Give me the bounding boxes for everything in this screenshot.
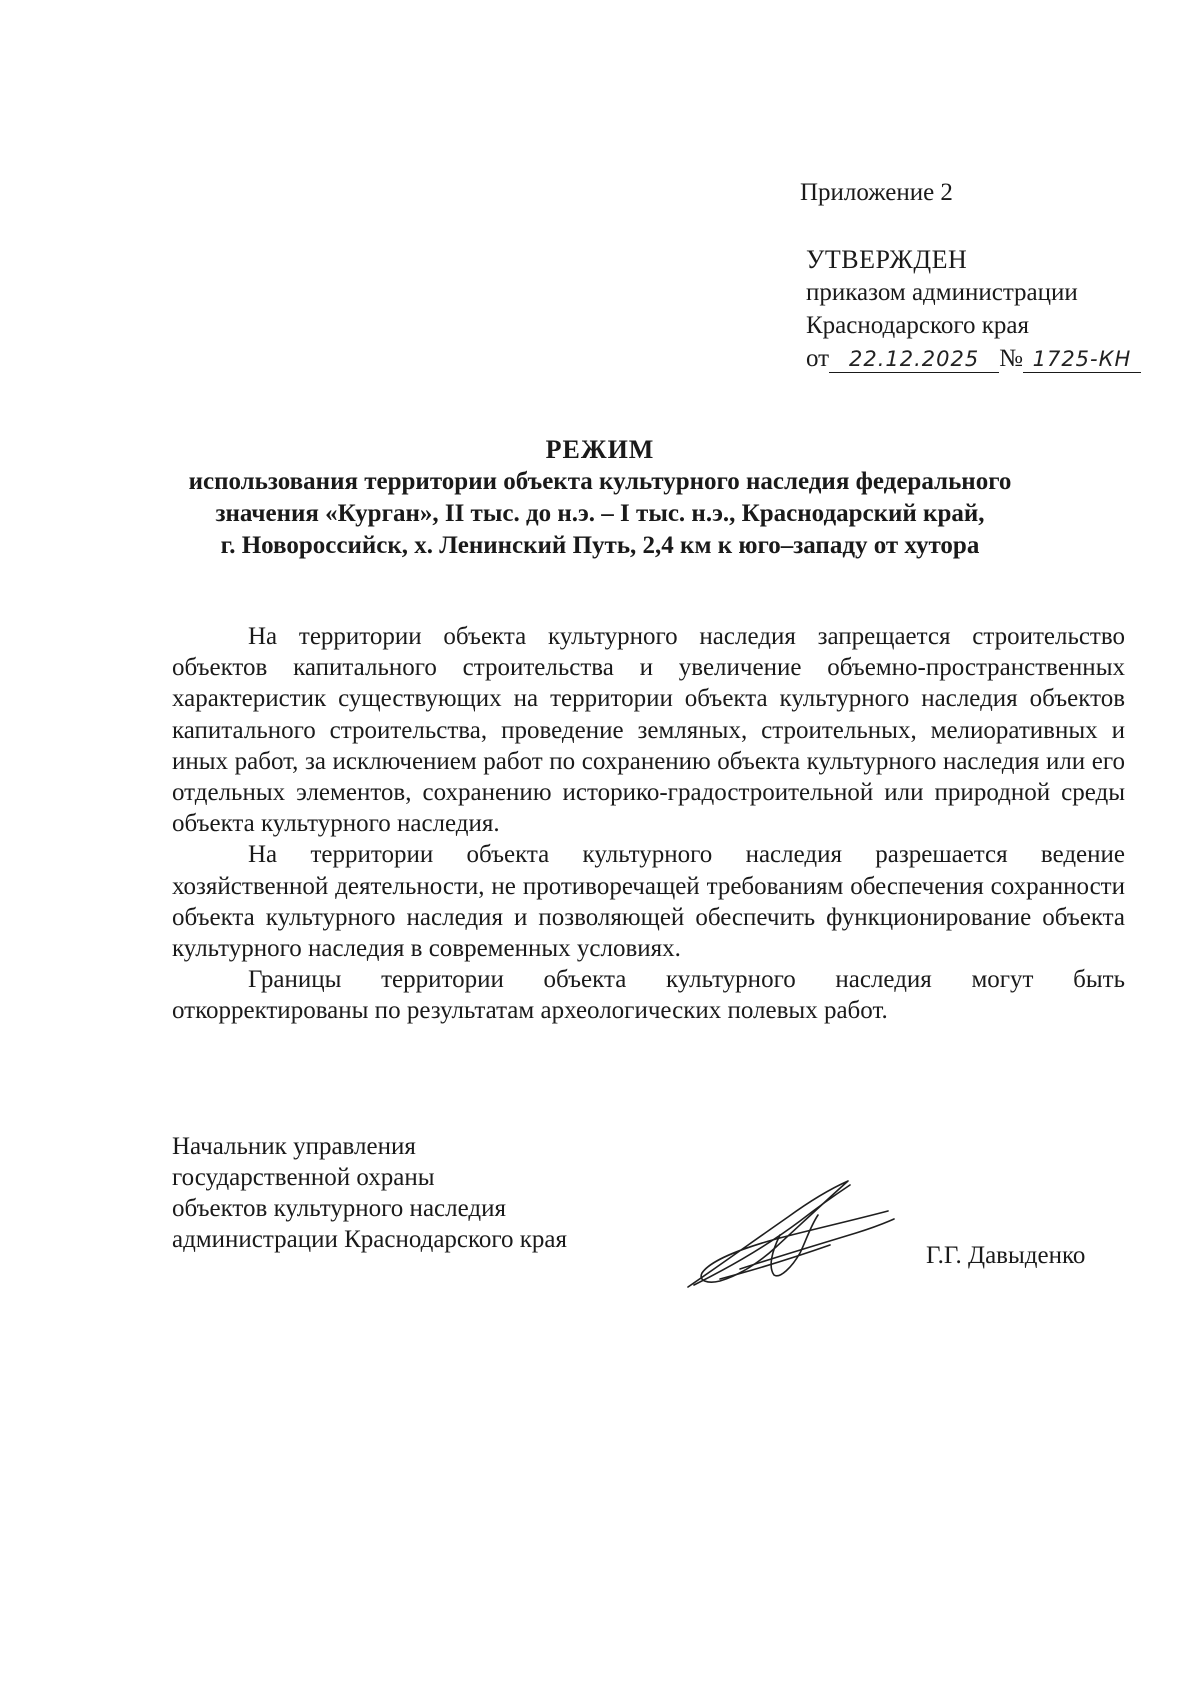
signer-line-4: администрации Краснодарского края bbox=[172, 1226, 568, 1253]
signer-line-1: Начальник управления bbox=[172, 1133, 416, 1160]
approval-line-1: приказом администрации bbox=[806, 279, 1078, 306]
order-date-handwritten: 22.12.2025 bbox=[829, 346, 999, 373]
appendix-label: Приложение 2 bbox=[800, 179, 953, 206]
signer-line-2: государственной охраны bbox=[172, 1164, 435, 1191]
order-number-prefix: № bbox=[999, 345, 1023, 372]
document-title-line-1: использования территории объекта культурного наследия федерального bbox=[188, 468, 1012, 495]
signer-name: Г.Г. Давыденко bbox=[926, 1242, 1086, 1269]
approval-line-2: Краснодарского края bbox=[806, 312, 1029, 339]
document-title-line-3: г. Новороссийск, х. Ленинский Путь, 2,4 км к юго–западу от хутора bbox=[220, 532, 980, 559]
order-from-prefix: от bbox=[806, 345, 830, 372]
signer-position bbox=[172, 1131, 567, 1255]
paragraph-boundaries: Границы территории объекта культурного наследия могут быть откорректированы по результатам археологических полевых работ. bbox=[172, 966, 1125, 1025]
signer-line-3: объектов культурного наследия bbox=[172, 1195, 506, 1222]
paragraph-permissions: На территории объекта культурного наследия разрешается ведение хозяйственной деятельности, не противоречащей требованиям обеспечения сохранности объекта культурного наследия и позволяющей обеспечить функционирование объекта культурного наследия в современных условиях. bbox=[172, 841, 1125, 963]
approval-title: УТВЕРЖДЕН bbox=[806, 245, 968, 274]
document-title bbox=[150, 434, 1050, 562]
paragraph-prohibitions: На территории объекта культурного наследия запрещается строительство объектов капитального строительства и увеличение объемно-пространственных характеристик существующих на территории объекта культурного наследия объектов капитального строительства, проведение земляных, строительных, мелиоративных и иных работ, за исключением работ по сохранению объекта культурного наследия или его отдельных элементов, сохранению историко-градостроительной или природной среды объекта культурного наследия. bbox=[172, 623, 1125, 838]
approval-stamp-block bbox=[806, 243, 1141, 375]
document-title-line-2: значения «Курган», II тыс. до н.э. – I тыс. н.э., Краснодарский край, bbox=[215, 500, 985, 527]
document-body bbox=[172, 621, 1125, 1027]
order-date-number-line bbox=[806, 342, 1141, 375]
handwritten-signature-icon bbox=[680, 1175, 910, 1295]
order-number-handwritten: 1725-КН bbox=[1023, 346, 1141, 373]
document-heading: РЕЖИМ bbox=[545, 435, 655, 464]
